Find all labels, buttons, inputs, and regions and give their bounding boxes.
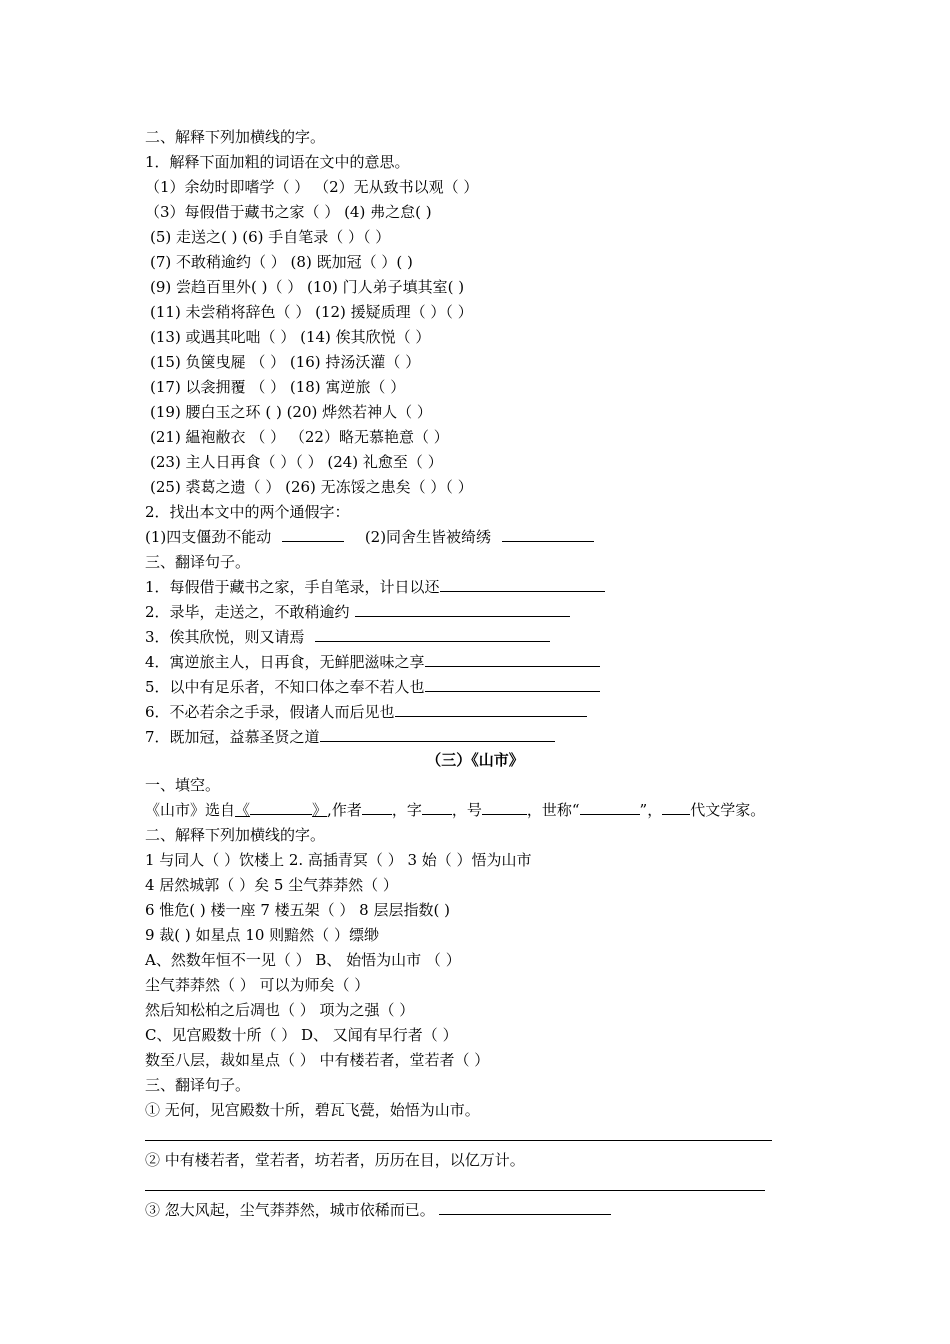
vocab-row: (5) 走送之( ) (6) 手自笔录（ ）（ ）: [150, 228, 391, 246]
answer-blank[interactable]: [320, 727, 555, 742]
answer-blank[interactable]: [355, 602, 570, 617]
translate-heading: 三、翻译句子。: [145, 1076, 251, 1094]
tongjia-row: [145, 527, 594, 547]
vocab-row: (25) 裘葛之遗（ ） (26) 无冻馁之患矣（ ）（ ）: [150, 478, 473, 496]
section-title-shanshi: （三）《山市》: [426, 751, 524, 769]
vocab-row: (15) 负箧曳屣 （ ） (16) 持汤沃灌（ ）: [150, 353, 421, 371]
answer-blank[interactable]: [250, 800, 312, 815]
translate-item: 6．不必若余之手录，假诸人而后见也: [145, 702, 587, 722]
explain-heading: 二、解释下列加横线的字。: [145, 826, 326, 844]
translate-sentence: ③ 忽大风起，尘气莽莽然，城市依稀而已。: [145, 1200, 611, 1220]
answer-blank[interactable]: [502, 527, 594, 542]
vocab-row: 4 居然城郭（ ）矣 5 尘气莽莽然（ ）: [145, 876, 398, 894]
translate-item: 1．每假借于藏书之家，手自笔录，计日以还: [145, 577, 605, 597]
answer-blank[interactable]: [482, 800, 527, 815]
answer-blank[interactable]: [580, 800, 640, 815]
answer-blank[interactable]: [440, 577, 605, 592]
vocab-row: （3）每假借于藏书之家（ ） (4) 弗之怠( ): [145, 203, 432, 221]
answer-blank[interactable]: [425, 652, 600, 667]
choice-row: C、见宫殿数十所（ ） D、 又闻有早行者（ ）: [145, 1026, 458, 1044]
answer-line[interactable]: [145, 1190, 765, 1191]
question-2-title: 2．找出本文中的两个通假字：: [145, 503, 350, 521]
fill-heading: 一、填空。: [145, 776, 221, 794]
answer-blank[interactable]: [395, 702, 587, 717]
translate-sentence: ② 中有楼若者，堂若者，坊若者，历历在目，以亿万计。: [145, 1151, 525, 1169]
vocab-row: 6 惟危( ) 楼一座 7 楼五架（ ） 8 层层指数( ): [145, 901, 450, 919]
vocab-row: (11) 未尝稍将辞色（ ） (12) 援疑质理（ ）（ ）: [150, 303, 473, 321]
translate-item: 5．以中有足乐者，不知口体之奉不若人也: [145, 677, 600, 697]
tongjia-b: (2)同舍生皆被绮绣: [364, 528, 492, 546]
choice-row: 然后知松柏之后凋也（ ） 项为之强（ ）: [145, 1001, 415, 1019]
vocab-row: (21) 緼袍敝衣 （ ） （22）略无慕艳意（ ）: [150, 428, 449, 446]
translate-item: 3．俟其欣悦，则又请焉: [145, 627, 550, 647]
answer-line[interactable]: [145, 1140, 772, 1141]
choice-row: 尘气莽莽然（ ） 可以为师矣（ ）: [145, 976, 370, 994]
choice-row: 数至八层，裁如星点（ ） 中有楼若者，堂若者（ ）: [145, 1051, 490, 1069]
vocab-row: 9 裁( ) 如星点 10 则黯然（ ）缥缈: [145, 926, 379, 944]
answer-blank[interactable]: [439, 1200, 611, 1215]
answer-blank[interactable]: [422, 800, 452, 815]
vocab-row: (17) 以衾拥覆 （ ） (18) 寓逆旅（ ）: [150, 378, 406, 396]
translate-item: 7．既加冠，益慕圣贤之道: [145, 727, 555, 747]
tongjia-a: (1)四支僵劲不能动: [145, 528, 272, 546]
translate-item: 4．寓逆旅主人，日再食，无鲜肥滋味之享: [145, 652, 600, 672]
vocab-row: （1）余幼时即嗜学（ ） （2）无从致书以观（ ）: [145, 178, 479, 196]
vocab-row: (7) 不敢稍逾约（ ） (8) 既加冠（ ）( ): [150, 253, 413, 271]
answer-blank[interactable]: [662, 800, 690, 815]
answer-blank[interactable]: [362, 800, 392, 815]
answer-blank[interactable]: [315, 627, 550, 642]
answer-blank[interactable]: [282, 527, 344, 542]
vocab-row: 1 与同人（ ）饮楼上 2. 高插青冥（ ） 3 始（ ）悟为山市: [145, 851, 532, 869]
fill-row: 《山市》选自《 》,作者 ，字 ，号 ，世称“ ”， 代文学家。: [145, 801, 766, 819]
vocab-row: (23) 主人日再食（ ）（ ） (24) 礼愈至（ ）: [150, 453, 443, 471]
question-1-title: 1．解释下面加粗的词语在文中的意思。: [145, 153, 410, 171]
translate-item: 2．录毕，走送之，不敢稍逾约: [145, 602, 570, 622]
vocab-row: (9) 尝趋百里外( )（ ） (10) 门人弟子填其室( ): [150, 278, 465, 296]
answer-blank[interactable]: [425, 677, 600, 692]
choice-row: A、然数年恒不一见（ ） B、 始悟为山市 （ ）: [145, 951, 461, 969]
section-heading-explain: 二、解释下列加横线的字。: [145, 128, 326, 146]
vocab-row: (19) 腰白玉之环 ( ) (20) 烨然若神人（ ）: [150, 403, 432, 421]
section-heading-translate: 三、翻译句子。: [145, 553, 251, 571]
translate-sentence: ① 无何，见宫殿数十所，碧瓦飞甍，始悟为山市。: [145, 1101, 480, 1119]
vocab-row: (13) 或遇其叱咄（ ） (14) 俟其欣悦（ ）: [150, 328, 431, 346]
